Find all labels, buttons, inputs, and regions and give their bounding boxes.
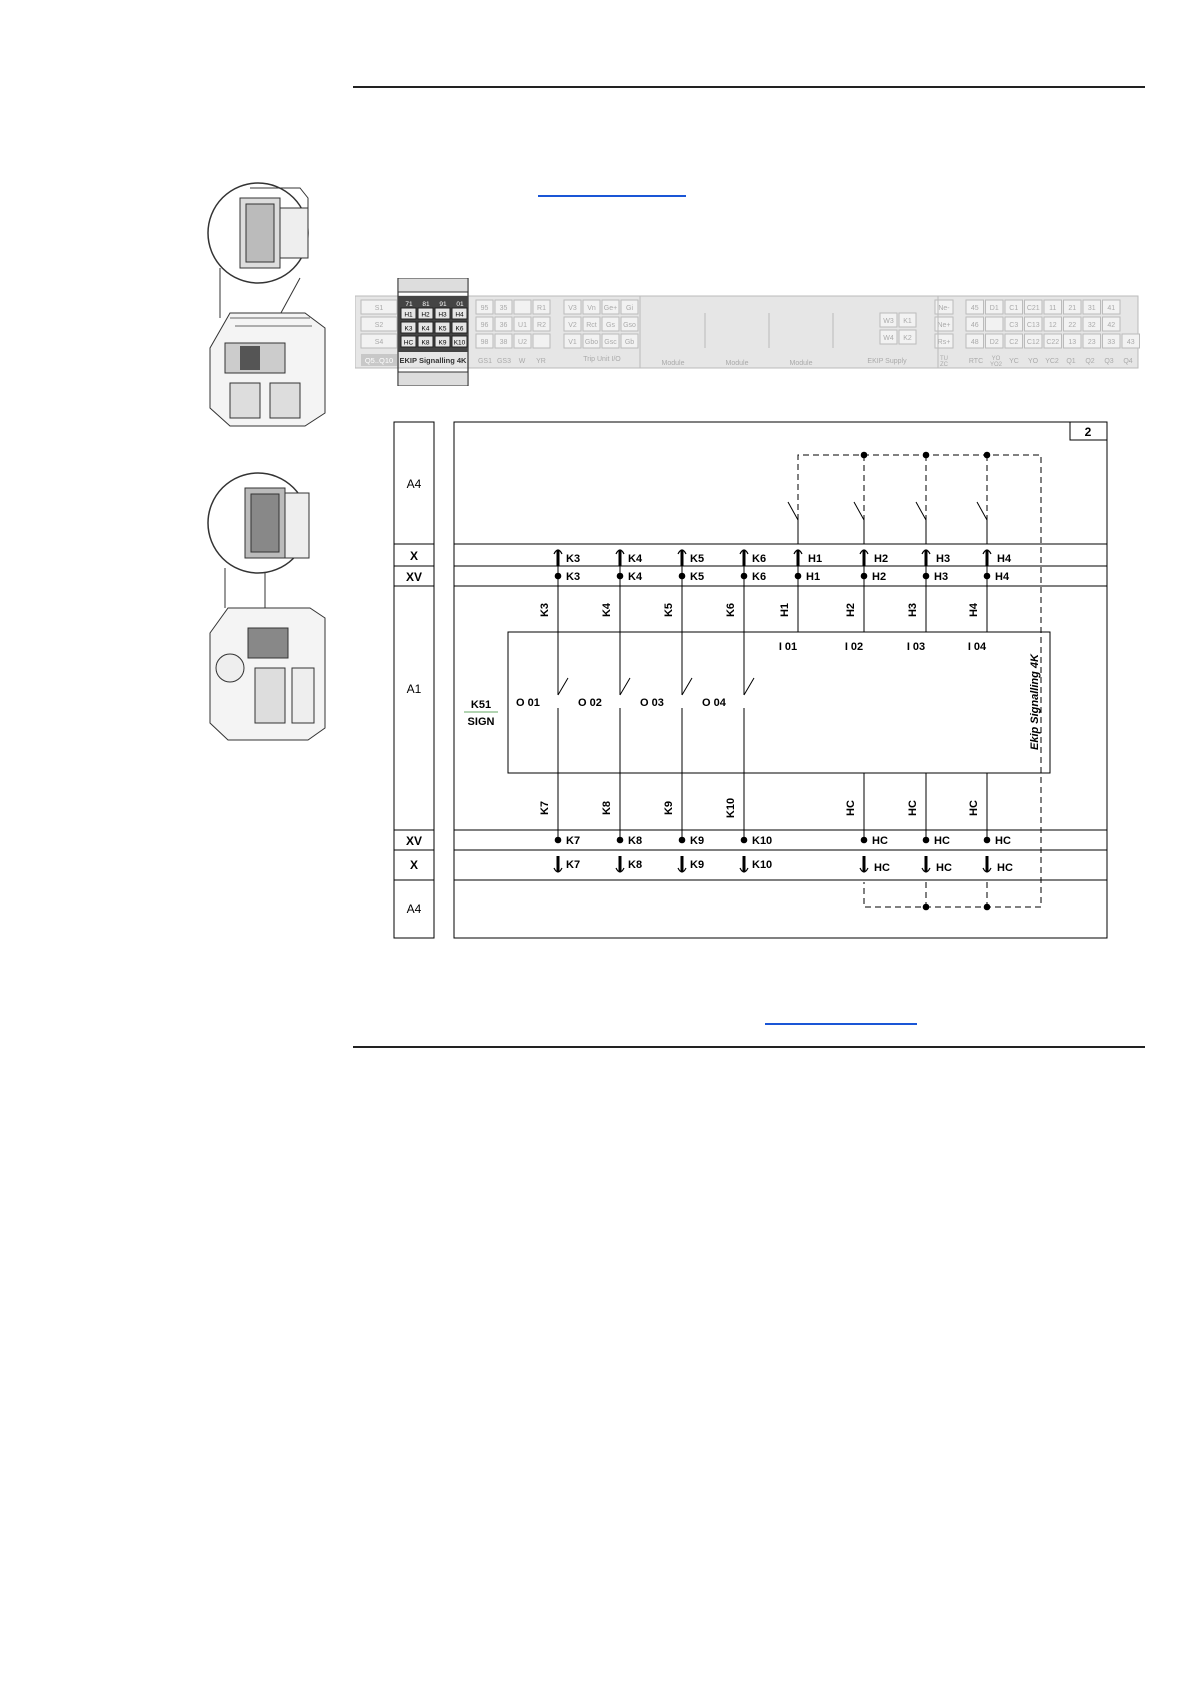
terminal-right-1-1-cell (986, 317, 1004, 331)
terminal-right-2-3: C12 (1026, 339, 1040, 346)
x-label-k10: K10 (752, 859, 773, 871)
terminal-c1-0-0: 95 (480, 305, 489, 312)
a4-junction-hc-2 (923, 904, 930, 911)
terminal-trip-0-0: V3 (568, 305, 577, 312)
xv-label-k3: K3 (566, 571, 581, 583)
bottom-rule (353, 1046, 1145, 1048)
label-module-2: Module (725, 360, 749, 367)
terminal-right-0-4: 11 (1049, 305, 1057, 312)
vlabel-hc-1: HC (845, 800, 857, 816)
row-label-a4-bottom: A4 (406, 902, 422, 916)
sig-label-k10: K10 (453, 339, 466, 347)
vlabel-h3: H3 (907, 602, 919, 618)
a4-junction-hc-3 (984, 904, 991, 911)
terminal-trip-2-3: Gb (624, 339, 635, 346)
input-label-3: I 03 (906, 641, 926, 653)
terminal-right-1-2: C3 (1009, 322, 1019, 329)
reference-link-top[interactable] (538, 195, 686, 197)
terminal-trip-1-3: Gso (623, 322, 636, 329)
label-q3: Q3 (1104, 358, 1114, 365)
output-label-4: O 04 (702, 697, 726, 709)
terminal-trip-1-0: V2 (568, 322, 577, 329)
xv-label-h3: H3 (934, 571, 949, 583)
vlabel-h1: H1 (779, 602, 791, 618)
vlabel-k7: K7 (539, 800, 551, 816)
terminal-right-1-7: 42 (1107, 322, 1116, 329)
xv-label-hc-2: HC (934, 835, 950, 847)
xv-dot-k8 (617, 837, 624, 844)
vlabel-k9: K9 (663, 800, 675, 816)
terminal-c1-0-2-cell (514, 300, 531, 314)
sig-label-hc: HC (403, 339, 414, 347)
xv-label-h1: H1 (806, 571, 821, 583)
sig-label-h3: H3 (438, 311, 447, 319)
terminal-s2: S2 (374, 322, 384, 329)
terminal-trip-2-1: Gbo (584, 339, 599, 346)
sig-label-h2: H2 (421, 311, 430, 319)
x-label-k4: K4 (628, 553, 643, 565)
a4-junction-h3 (923, 452, 930, 459)
label-yo2: YO2 (989, 362, 1003, 368)
terminal-trip-1-1: Rct (586, 322, 597, 329)
xv-label-hc-3: HC (995, 835, 1011, 847)
x-label-k8: K8 (628, 859, 643, 871)
xv-dot-hc-3 (984, 837, 991, 844)
vlabel-k4: K4 (601, 602, 613, 618)
terminal-c1-1-3: R2 (537, 322, 546, 329)
terminal-ne-0: Ne- (938, 305, 950, 312)
terminal-trip-0-3: Gi (626, 305, 633, 312)
label-rtc: RTC (968, 358, 984, 365)
sig-top-01: 01 (456, 301, 464, 308)
output-label-1: O 01 (516, 697, 540, 709)
xv-label-k6: K6 (752, 571, 767, 583)
a4-junction-h4 (984, 452, 991, 459)
terminal-right-2-4: C22 (1046, 339, 1060, 346)
x-label-k5: K5 (690, 553, 705, 565)
label-ekip-supply: EKIP Supply (867, 358, 907, 365)
input-label-4: I 04 (967, 641, 987, 653)
wiring-schematic (380, 410, 1110, 950)
output-label-3: O 03 (640, 697, 664, 709)
label-zc: ZC (940, 362, 948, 368)
input-label-2: I 02 (844, 641, 864, 653)
label-yo: YO (991, 356, 1001, 362)
terminal-block-strip (355, 278, 1145, 386)
label-gs1: GS1 (477, 358, 493, 365)
terminal-s4: S4 (374, 339, 384, 346)
terminal-right-0-0: 45 (970, 305, 979, 312)
row-label-a1: A1 (406, 682, 422, 696)
label-q1: Q1 (1066, 358, 1076, 365)
reference-link-bottom[interactable] (765, 1023, 917, 1025)
label-module-3: Module (789, 360, 813, 367)
sig-label-h1: H1 (404, 311, 413, 319)
xv-label-k4: K4 (628, 571, 643, 583)
xv-dot-k10 (741, 837, 748, 844)
xv-dot-hc-2 (923, 837, 930, 844)
xv-label-k10: K10 (752, 835, 773, 847)
terminal-right-0-5: 21 (1068, 305, 1077, 312)
label-w: W (518, 358, 526, 365)
terminal-c1-1-1: 36 (499, 322, 508, 329)
terminal-c1-0-1: 35 (499, 305, 508, 312)
label-q4: Q4 (1123, 358, 1133, 365)
sheet-number: 2 (1084, 425, 1092, 439)
vlabel-k8: K8 (601, 800, 613, 816)
module-name: Ekip Signalling 4K (1029, 654, 1041, 750)
vlabel-h4: H4 (968, 602, 980, 618)
label-gs3: GS3 (496, 358, 512, 365)
vlabel-k3: K3 (539, 602, 551, 618)
xv-label-k9: K9 (690, 835, 705, 847)
k51-label: K51 (470, 699, 492, 711)
label-q5-q10: Q5..Q10 (364, 356, 394, 365)
xv-label-k7: K7 (566, 835, 581, 847)
label-yc: YC (1009, 358, 1019, 365)
breaker-illustration-bottom (200, 468, 340, 748)
terminal-right-2-7: 33 (1107, 339, 1116, 346)
vlabel-hc-2: HC (907, 800, 919, 816)
label-q2: Q2 (1085, 358, 1095, 365)
terminal-c1-1-0: 96 (480, 322, 489, 329)
label-yc2: YC2 (1045, 358, 1059, 365)
sig-label-k3: K3 (404, 325, 413, 333)
label-yr: YR (536, 358, 546, 365)
sig-label-k6: K6 (455, 325, 464, 333)
top-rule (353, 86, 1145, 88)
vlabel-k5: K5 (663, 602, 675, 618)
terminal-right-2-8: 43 (1126, 339, 1135, 346)
sig-top-71: 71 (405, 301, 413, 308)
terminal-right-2-1: D2 (989, 339, 999, 346)
terminal-right-2-5: 13 (1068, 339, 1077, 346)
x-label-h4: H4 (997, 553, 1012, 565)
terminal-right-0-6: 31 (1087, 305, 1096, 312)
terminal-supply-0-1: K1 (903, 318, 912, 325)
x-label-hc-1: HC (874, 862, 890, 874)
terminal-right-1-6: 32 (1087, 322, 1096, 329)
terminal-supply-1-0: W4 (883, 335, 894, 342)
output-label-2: O 02 (578, 697, 602, 709)
x-label-h2: H2 (874, 553, 889, 565)
vlabel-k6: K6 (725, 602, 737, 618)
terminal-right-2-2: C2 (1009, 339, 1019, 346)
vlabel-hc-3: HC (968, 800, 980, 816)
vlabel-h2: H2 (845, 602, 857, 618)
x-label-k3: K3 (566, 553, 581, 565)
xv-label-hc-1: HC (872, 835, 888, 847)
input-label-1: I 01 (778, 641, 798, 653)
terminal-right-1-5: 22 (1068, 322, 1077, 329)
terminal-right-0-7: 41 (1107, 305, 1116, 312)
terminal-c1-1-2: U1 (518, 322, 527, 329)
terminal-right-1-3: C13 (1026, 322, 1040, 329)
sig-label-h4: H4 (455, 311, 464, 319)
xv-label-k8: K8 (628, 835, 643, 847)
terminal-trip-0-1: Vn (587, 305, 596, 312)
xv-label-k5: K5 (690, 571, 705, 583)
terminal-right-0-1: D1 (989, 305, 999, 312)
x-label-k7: K7 (566, 859, 581, 871)
row-label-x-bottom: X (409, 858, 419, 872)
x-label-k9: K9 (690, 859, 705, 871)
xv-dot-k7 (555, 837, 562, 844)
terminal-c1-2-2: U2 (518, 339, 527, 346)
x-label-hc-2: HC (936, 862, 952, 874)
vlabel-k10: K10 (725, 797, 737, 819)
terminal-s1: S1 (374, 305, 384, 312)
label-tu: TU (940, 356, 948, 362)
terminal-right-2-6: 23 (1087, 339, 1096, 346)
terminal-trip-0-2: Ge+ (603, 305, 618, 312)
terminal-c1-2-1: 38 (499, 339, 508, 346)
label-ekip-signalling-4k: EKIP Signalling 4K (399, 356, 467, 365)
terminal-right-0-2: C1 (1009, 305, 1019, 312)
sig-label-k8: K8 (421, 339, 430, 347)
sig-label-k5: K5 (438, 325, 447, 333)
terminal-right-2-0: 48 (970, 339, 979, 346)
terminal-supply-1-1: K2 (903, 335, 912, 342)
label-module-1: Module (661, 360, 685, 367)
terminal-ne-2: Rs+ (937, 339, 951, 346)
xv-label-h2: H2 (872, 571, 887, 583)
x-label-hc-3: HC (997, 862, 1013, 874)
sign-label: SIGN (467, 716, 495, 728)
terminal-trip-2-0: V1 (568, 339, 577, 346)
xv-dot-hc-1 (861, 837, 868, 844)
sig-label-k4: K4 (421, 325, 430, 333)
label-trip-unit: Trip Unit I/O (583, 356, 621, 363)
x-label-h3: H3 (936, 553, 951, 565)
terminal-trip-2-2: Gsc (604, 339, 617, 346)
terminal-supply-0-0: W3 (883, 318, 894, 325)
sig-top-81: 81 (422, 301, 430, 308)
terminal-trip-1-2: Gs (606, 322, 615, 329)
xv-dot-k9 (679, 837, 686, 844)
row-label-xv-top: XV (405, 570, 423, 584)
x-label-k6: K6 (752, 553, 767, 565)
a4-junction-h2 (861, 452, 868, 459)
label-yo-b: YO (1027, 358, 1039, 365)
terminal-c1-2-3-cell (533, 334, 550, 348)
x-label-h1: H1 (808, 553, 823, 565)
terminal-right-1-4: 12 (1048, 322, 1057, 329)
terminal-right-1-0: 46 (970, 322, 979, 329)
xv-label-h4: H4 (995, 571, 1010, 583)
terminal-ne-1: Ne+ (937, 322, 951, 329)
terminal-c1-2-0: 98 (480, 339, 489, 346)
sig-top-91: 91 (439, 301, 447, 308)
terminal-right-0-3: C21 (1026, 305, 1040, 312)
sig-label-k9: K9 (438, 339, 447, 347)
terminal-c1-0-3: R1 (537, 305, 546, 312)
breaker-illustration-top (200, 168, 340, 438)
row-label-xv-bottom: XV (405, 834, 423, 848)
row-label-x-top: X (409, 549, 419, 563)
row-label-a4-top: A4 (406, 477, 422, 491)
